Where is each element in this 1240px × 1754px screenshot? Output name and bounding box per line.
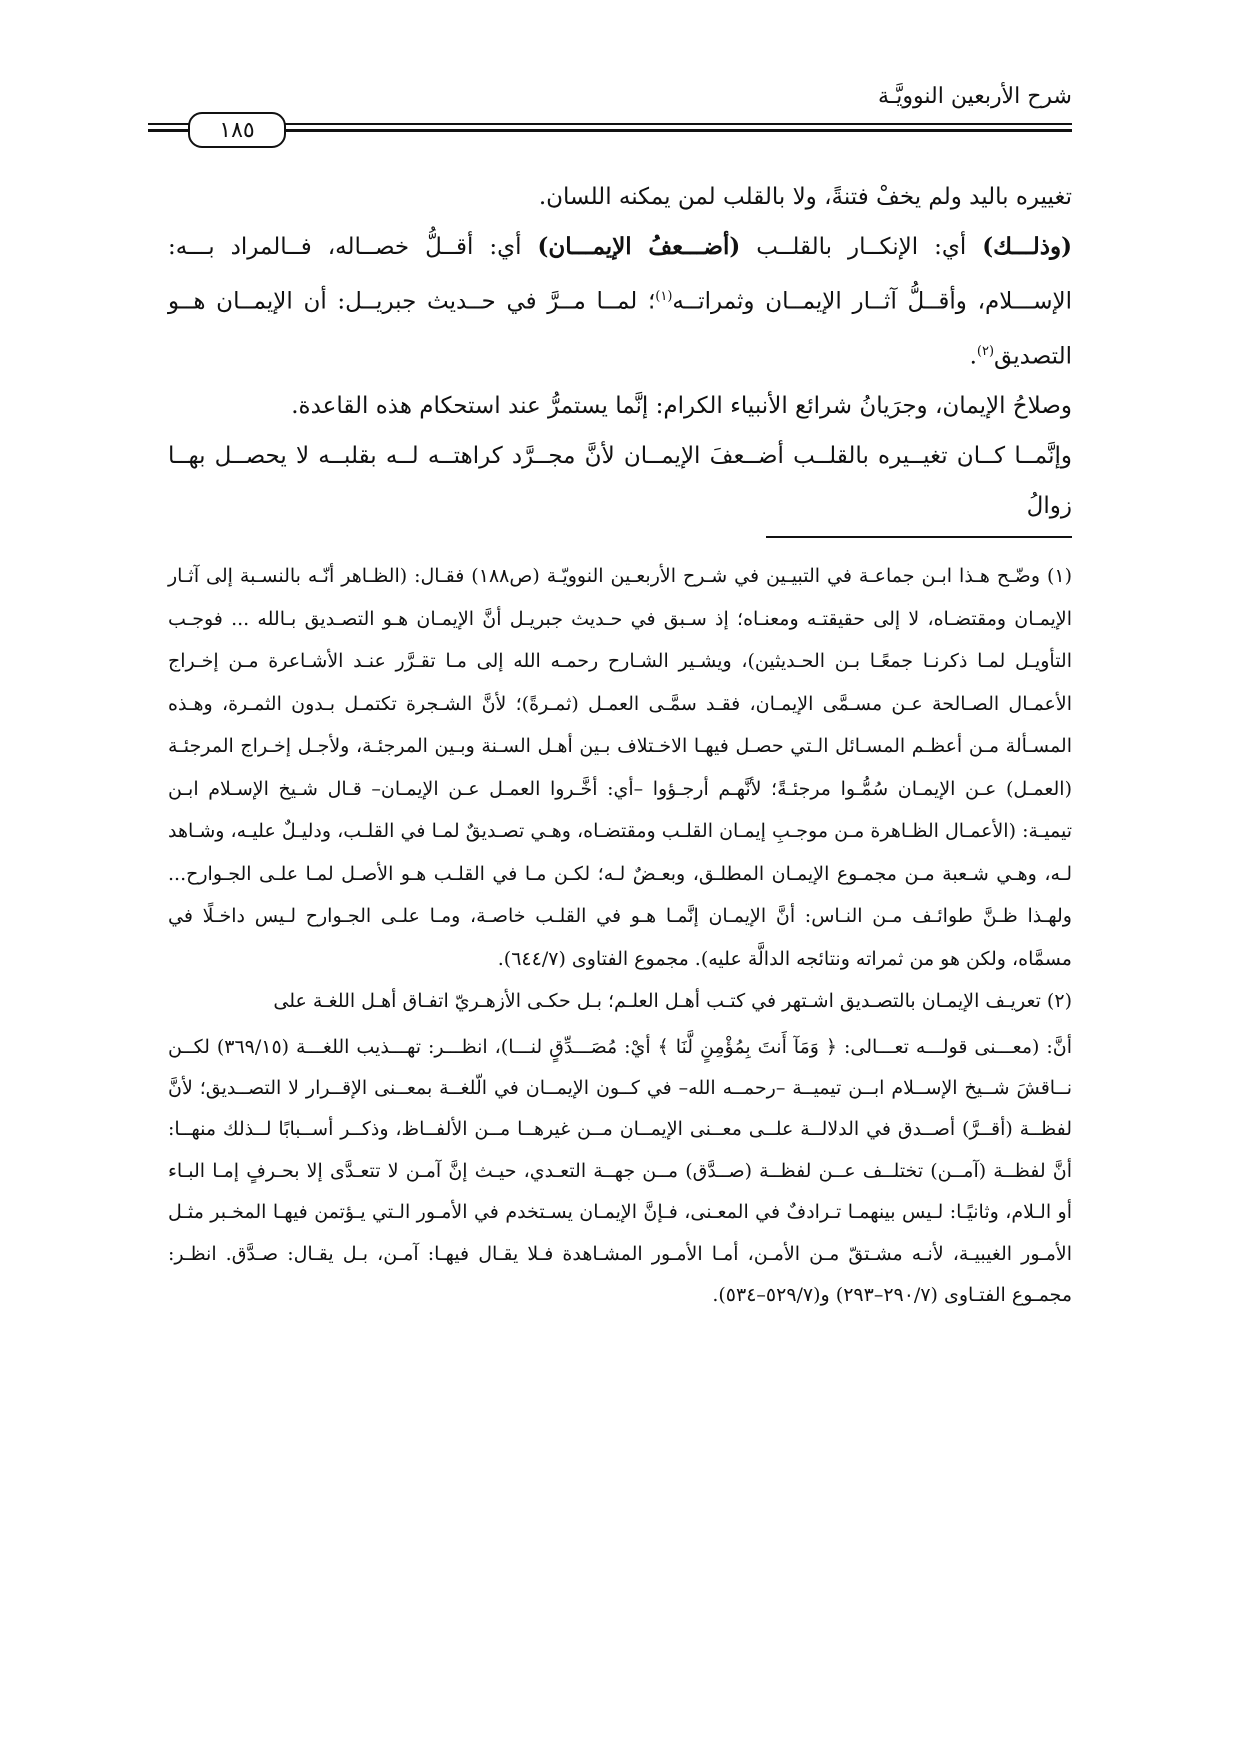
paragraph-2 <box>168 222 1072 381</box>
paragraph-2-text-3: ؛ لمــا مــرَّ في حــديث جبريــل: أن الإيمــان هــو التصديق <box>168 288 1072 370</box>
paragraph-3: وصلاحُ الإيمان، وجرَيانُ شرائع الأنبياء الكرام: إنَّما يستمرُّ عند استحكام هذه القاعدة. <box>291 393 1072 420</box>
paragraph-4: وإنَّمــا كــان تغيــيره بالقلــب أضــعفَ الإيمــان لأنَّ مجــرَّد كراهتــه لــه بقلبــه لا يحصــل بهــا زوالُ <box>168 443 1072 520</box>
paragraph-2-text-2: أي: أقــلُّ خصــاله، فــالمراد بـــه: الإســـلام، وأقــلُّ آثــار الإيمــان وثمراتــه <box>168 234 1072 315</box>
footnote-ref-1[interactable]: (١) <box>655 289 673 304</box>
page-number: ١٨٥ <box>188 112 286 148</box>
bold-term-adaaf-aliman: (أضـــعفُ الإيمـــان) <box>537 233 741 260</box>
paragraph-1: تغييره باليد ولم يخفْ فتنةً، ولا بالقلب لمن يمكنه اللسان. <box>538 184 1072 210</box>
running-header-title: شرح الأربعين النوويَّـة <box>878 84 1072 109</box>
footnote-1: (١) وضّـح هـذا ابـن جماعـة في التبيـين في شـرح الأربعـين النوويّـة (ص١٨٨) فقـال: (الظـاهر أنّـه بالنسـبة إلى آثـار الإيمـان ومقتضـاه، لا إلى حقيقتـه ومعنـاه؛ إذ سـبق في حـديث جبريـل أنَّ الإيمـان هـو التصـديق بـالله ... فوجـب التأويـل لمـا ذكرنـا جمعًـا بـن الحـديثين)، ويشـير الشـارح رحمـه الله إلى مـا تقـرَّر عنـد الأشـاعرة مـن إخـراج الأعمـال الصـالحة عـن مسـمَّى الإيمـان، فقـد سمَّـى العمـل (ثمـرةً)؛ لأنَّ الشـجرة تكتمـل بـدون الثمـرة، وهـذه المسـألة مـن أعظـم المسـائل الـتي حصـل فيهـا الاخـتلاف بـين أهـل السـنة وبـين المرجئـة، ولأجـل إخـراج المرجئـة (العمـل) عـن الإيمـان سُمُّـوا مرجئـةً؛ لأنَّهـم أرجـؤوا –أي: أخَّـروا العمـل عـن الإيمـان– قـال شـيخ الإسـلام ابـن تيميـة: (الأعمـال الظـاهرة مـن موجـبِ إيمـان القلـب ومقتضـاه، وهـي تصـديقٌ لمـا في القلـب، ودليـلٌ عليـه، وشـاهد لـه، وهـي شـعبة مـن مجمـوع الإيمـان المطلـق، وبعـضٌ لـه؛ لكـن مـا في القلـب هـو الأصـل لمـا علـى الجـوارح... ولهـذا ظـنَّ طوائـف مـن النـاس: أنَّ الإيمـان إنَّمـا هـو في القلـب خاصـة، ومـا علـى الجـوارح لـيس داخـلًا في مسمَّاه، ولكن هو من ثمراته ونتائجه الدالَّة عليه). مجموع الفتاوى (٦٤٤/٧). <box>168 565 1073 970</box>
footnote-2-first-line: (٢) تعريـف الإيمـان بالتصـديق اشـتهر في كتـب أهـل العلـم؛ بـل حكـى الأزهـريّ اتفـاق أهـل اللغـة على <box>273 990 1072 1012</box>
header-rule-thin <box>148 123 1072 125</box>
header-rule-thick <box>148 129 1072 132</box>
main-text <box>168 172 1072 531</box>
footnote-ref-2[interactable]: (٢) <box>976 343 995 359</box>
paragraph-2-text-4: . <box>969 343 977 370</box>
footnote-separator <box>766 536 1072 538</box>
paragraph-2-text-1: أي: الإنكــار بالقلــب <box>740 234 983 260</box>
footnote-2-continuation: أنَّ: (معـــنى قولـــه تعـــالى: ﴿ وَمَآ أَنتَ بِمُؤْمِنٍ لَّنَا ﴾ أيْ: مُصَـــدِّقٍ لنـــا)، انظـــر: تهـــذيب اللغـــة (٣٦٩/١٥) لكــن نــاقشَ شــيخ الإســلام ابــن تيميــة –رحمــه الله– في كــون الإيمــان في الّلغــة بمعــنى الإقــرار لا التصــديق؛ لأنَّ لفظــة (أقــرَّ) أصــدق في الدلالــة علــى معــنى الإيمــان مــن غيرهــا مــن الألفــاظ، وذكــر أســبابًا لــذلك منهــا: أنَّ لفظــة (آمــن) تختلــف عــن لفظــة (صــدَّق) مــن جهــة التعـدي، حيـث إنَّ آمـن لا تتعـدَّى إلا بحـرفٍ إمـا البـاء أو الـلام، وثانيًـا: لـيس بينهمـا تـرادفٌ في المعـنى، فـإنَّ الإيمـان يسـتخدم في الأمـور الـتي يـؤتمن فيهـا المخـبر مثـل الأمـور الغيبيـة، لأنـه مشـتقّ مـن الأمـن، أمـا الأمـور المشـاهدة فـلا يقـال فيهـا: آمـن، بـل يقـال: صـدَّق. انظـر: مجمـوع الفتـاوى (٢٩٠/٧–٢٩٣) و(٥٢٩/٧–٥٣٤). <box>168 1035 1072 1306</box>
footnotes <box>168 555 1072 1316</box>
bold-term-wadhalik: (وذلـــك) <box>982 233 1072 260</box>
